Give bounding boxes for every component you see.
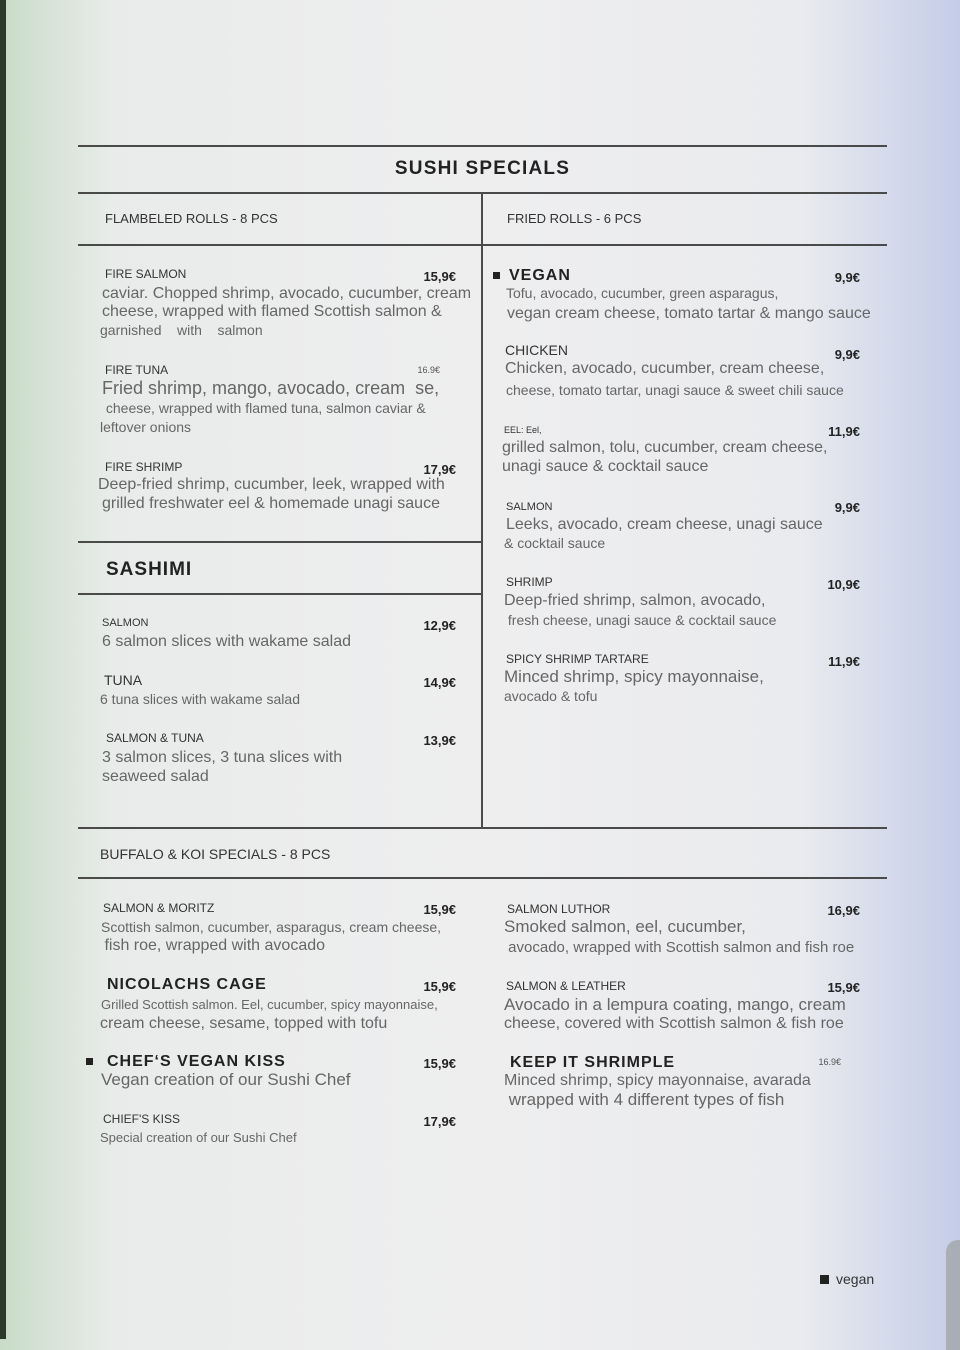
item-name: VEGAN: [509, 267, 571, 284]
item-desc: Vegan creation of our Sushi Chef: [101, 1070, 351, 1089]
item-name: SALMON: [102, 617, 149, 629]
item-desc: Leeks, avocado, cream cheese, unagi sauce: [506, 516, 823, 533]
item-desc: Grilled Scottish salmon. Eel, cucumber, spicy mayonnaise,: [101, 997, 438, 1012]
divider: [78, 145, 887, 147]
item-price: 9,9€: [834, 270, 860, 285]
item-name: CHEF‘S VEGAN KISS: [107, 1053, 286, 1070]
item-price: 11,9€: [828, 654, 860, 669]
item-price: 10,9€: [827, 577, 860, 592]
item-desc: Tofu, avocado, cucumber, green asparagus,: [506, 285, 779, 301]
section-heading-sashimi: SASHIMI: [106, 559, 193, 580]
vegan-marker: [493, 272, 500, 279]
item-price: 15,9€: [423, 1056, 456, 1071]
item-price: 15,9€: [423, 979, 456, 994]
item-name: KEEP IT SHRIMPLE: [510, 1054, 676, 1071]
item-name: SALMON & LEATHER: [506, 979, 626, 993]
item-price: 12,9€: [423, 618, 456, 633]
item-name: SALMON & MORITZ: [103, 901, 215, 915]
item-name: SALMON & TUNA: [106, 731, 204, 745]
section-heading-fried: FRIED ROLLS - 6 PCS: [507, 211, 642, 226]
column-divider: [481, 192, 483, 828]
item-price: 16.9€: [818, 1057, 841, 1067]
item-name: FIRE TUNA: [105, 363, 169, 377]
item-desc: vegan cream cheese, tomato tartar & mango sauce: [507, 305, 871, 322]
item-desc: Minced shrimp, spicy mayonnaise,: [504, 667, 764, 686]
item-desc: caviar. Chopped shrimp, avocado, cucumber, cream: [102, 285, 472, 302]
item-desc: Special creation of our Sushi Chef: [100, 1130, 297, 1145]
item-desc: cheese, wrapped with flamed Scottish salmon &: [102, 303, 442, 320]
item-name: SALMON: [506, 501, 553, 513]
vegan-marker: [86, 1058, 93, 1065]
item-desc: fresh cheese, unagi sauce & cocktail sauce: [504, 612, 777, 628]
item-desc: avocado & tofu: [504, 688, 598, 704]
item-desc: Fried shrimp, mango, avocado, cream se,: [102, 378, 440, 398]
item-price: 13,9€: [423, 733, 456, 748]
item-name: CHICKEN: [505, 342, 569, 358]
page-curl: [946, 1240, 960, 1350]
item-name: FIRE SHRIMP: [105, 460, 183, 474]
divider: [78, 541, 483, 543]
item-price: 9,9€: [834, 347, 860, 362]
item-name: EEL: Eel,: [504, 425, 542, 435]
item-name: TUNA: [104, 672, 143, 688]
section-heading-buffalo: BUFFALO & KOI SPECIALS - 8 PCS: [100, 846, 331, 862]
item-price: 16,9€: [827, 903, 860, 918]
item-desc: cream cheese, sesame, topped with tofu: [100, 1015, 388, 1032]
item-desc: & cocktail sauce: [504, 535, 606, 551]
item-desc: wrapped with 4 different types of fish: [504, 1090, 785, 1109]
item-desc: 6 salmon slices with wakame salad: [102, 633, 351, 650]
item-price: 16.9€: [417, 365, 440, 375]
item-desc: unagi sauce & cocktail sauce: [502, 458, 709, 475]
item-desc: Avocado in a lempura coating, mango, cream: [504, 995, 846, 1014]
item-desc: Chicken, avocado, cucumber, cream cheese,: [505, 360, 825, 377]
item-desc: fish roe, wrapped with avocado: [100, 937, 326, 954]
vegan-legend-marker: [820, 1275, 829, 1284]
item-desc: Deep-fried shrimp, salmon, avocado,: [504, 592, 766, 609]
item-desc: avocado, wrapped with Scottish salmon and fish roe: [504, 939, 855, 956]
item-price: 9,9€: [834, 500, 860, 515]
item-desc: grilled freshwater eel & homemade unagi sauce: [102, 495, 440, 512]
section-heading-flambeled: FLAMBELED ROLLS - 8 PCS: [105, 211, 278, 226]
item-desc: grilled salmon, tolu, cucumber, cream cheese,: [502, 439, 828, 456]
item-desc: seaweed salad: [102, 768, 209, 785]
item-price: 15,9€: [423, 269, 456, 284]
item-name: SALMON LUTHOR: [507, 902, 611, 916]
item-desc: garnished with salmon: [100, 322, 263, 338]
item-name: SPICY SHRIMP TARTARE: [506, 652, 649, 666]
item-price: 15,9€: [423, 902, 456, 917]
item-price: 17,9€: [423, 1114, 456, 1129]
item-desc: cheese, tomato tartar, unagi sauce & sweet chili sauce: [506, 382, 844, 398]
vegan-legend-label: vegan: [836, 1271, 875, 1287]
item-desc: Deep-fried shrimp, cucumber, leek, wrapped with: [98, 476, 445, 493]
item-price: 11,9€: [828, 424, 860, 439]
item-desc: Smoked salmon, eel, cucumber,: [504, 917, 746, 936]
item-desc: 3 salmon slices, 3 tuna slices with: [102, 749, 343, 766]
item-desc: 6 tuna slices with wakame salad: [100, 691, 300, 707]
left-edge: [0, 0, 6, 1339]
item-desc: cheese, covered with Scottish salmon & fish roe: [504, 1015, 844, 1032]
item-desc: leftover onions: [100, 419, 192, 435]
item-price: 14,9€: [423, 675, 456, 690]
item-name: NICOLACHS CAGE: [107, 976, 267, 993]
page-title: SUSHI SPECIALS: [394, 158, 571, 179]
item-price: 17,9€: [423, 462, 456, 477]
item-desc: Scottish salmon, cucumber, asparagus, cream cheese,: [101, 919, 442, 935]
item-desc: Minced shrimp, spicy mayonnaise, avarada: [504, 1072, 811, 1089]
item-price: 15,9€: [827, 980, 860, 995]
item-name: FIRE SALMON: [105, 267, 187, 281]
item-name: CHIEF'S KISS: [103, 1112, 180, 1126]
item-desc: cheese, wrapped with flamed tuna, salmon caviar &: [102, 400, 426, 416]
divider: [78, 593, 483, 595]
item-name: SHRIMP: [506, 575, 553, 589]
divider: [78, 877, 887, 879]
